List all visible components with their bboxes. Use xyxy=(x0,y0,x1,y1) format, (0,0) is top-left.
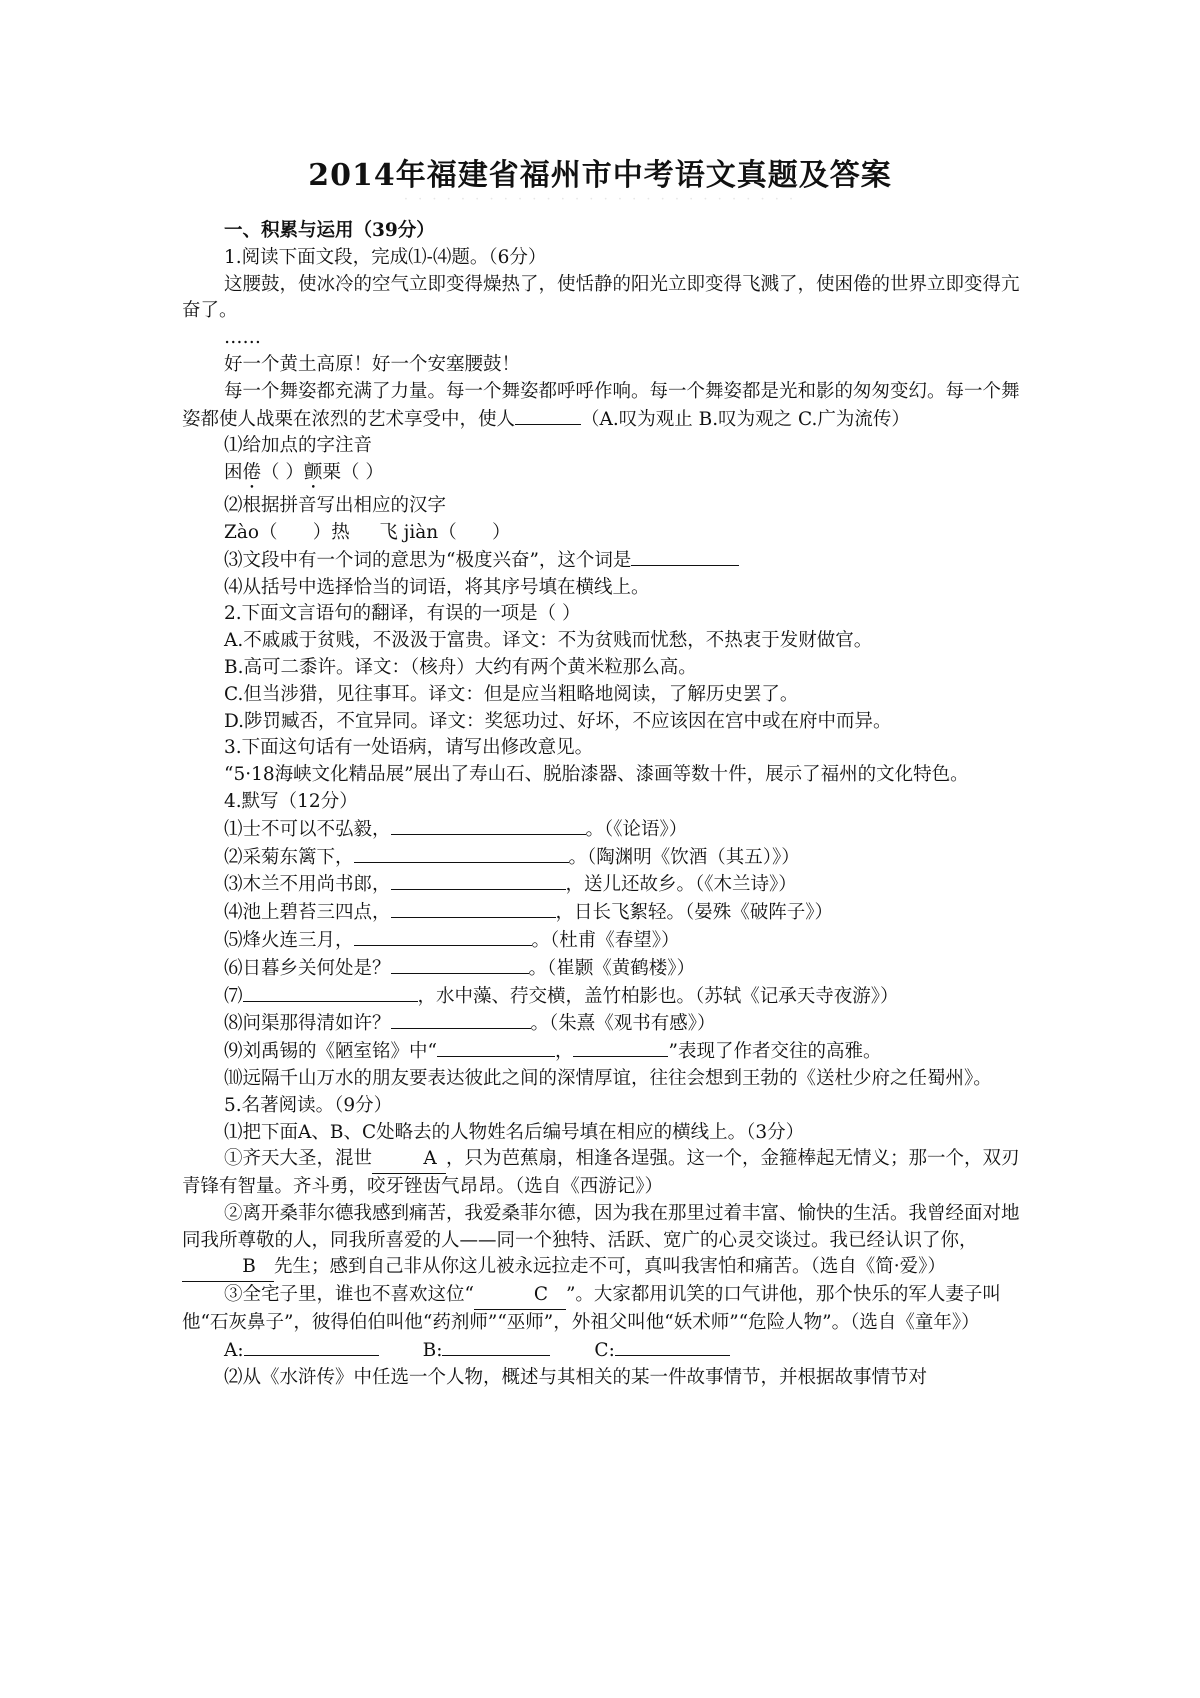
dictation-item: ⑸烽火连三月， 。（杜甫《春望》） xyxy=(182,927,1030,955)
answer-blank[interactable] xyxy=(391,955,529,974)
answer-line: A: B: C: xyxy=(182,1337,1030,1365)
dotted-character: 颤 xyxy=(303,462,323,484)
question-2-stem: 2.下面文言语句的翻译，有误的一项是（ ） xyxy=(224,603,581,625)
question-3-stem: 3.下面这句话有一处语病，请写出修改意见。 xyxy=(224,737,594,759)
dictation-item: ⑵采菊东篱下， 。（陶渊明《饮酒（其五）》） xyxy=(182,844,1030,872)
dictation-item: ⑷池上碧苔三四点， ，日长飞絮轻。（晏殊《破阵子》） xyxy=(182,899,1030,927)
sub-question-3: ⑶文段中有一个词的意思为“极度兴奋”，这个词是 xyxy=(182,547,1030,575)
answer-blank-c[interactable] xyxy=(615,1337,730,1356)
option-b: B.高可二黍许。译文：（核舟）大约有两个黄米粒那么高。 xyxy=(224,656,697,678)
passage-paragraph-3: 每一个舞姿都充满了力量。每一个舞姿都呼呼作响。每一个舞姿都是光和影的匆匆变幻。每一个舞姿都使人战栗在浓烈的艺术享受中，使人 （A.叹为观止 B.叹为观之 C.广为流传） xyxy=(182,380,1020,430)
sub-question-1: ⑴把下面A、B、C处略去的人物姓名后编号填在相应的横线上。（3分） xyxy=(224,1121,805,1143)
sub-question-2: ⑵根据拼音写出相应的汉字 xyxy=(224,495,447,517)
answer-blank[interactable] xyxy=(573,1038,668,1057)
question-3-text: “5·18海峡文化精品展”展出了寿山石、脱胎漆器、漆画等数十件，展示了福州的文化特色。 xyxy=(224,764,969,786)
dictation-item: ⑶木兰不用尚书郎， ，送儿还故乡。（《木兰诗》） xyxy=(182,871,1030,899)
answer-blank-b[interactable] xyxy=(442,1337,550,1356)
excerpt-3: ③全宅子里，谁也不喜欢这位“ C ”。大家都用讥笑的口气讲他，那个快乐的军人妻子叫他“石灰鼻子”，彼得伯伯叫他“药剂师”“巫师”，外祖父叫他“妖术师”“危险人物”。（选自《童年》） xyxy=(182,1284,1001,1334)
dotted-character: 倦 xyxy=(242,462,262,484)
dictation-item: ⑼刘禹锡的《陋室铭》中“ ， ”表现了作者交往的高雅。 xyxy=(182,1038,1030,1066)
answer-blank-a[interactable] xyxy=(244,1337,379,1356)
option-a: A.不戚戚于贫贱，不汲汲于富贵。译文：不为贫贱而忧愁，不热衷于发财做官。 xyxy=(224,630,873,652)
dictation-item: ⑹日暮乡关何处是？ 。（崔颢《黄鹤楼》） xyxy=(182,955,1030,983)
page-title: 2014年福建省福州市中考语文真题及答案 xyxy=(308,158,892,193)
fill-label-b: B xyxy=(182,1254,274,1282)
answer-blank[interactable] xyxy=(631,547,739,566)
passage-ellipsis: …… xyxy=(224,327,261,349)
answer-blank[interactable] xyxy=(354,844,569,863)
answer-blank[interactable] xyxy=(437,1038,555,1057)
excerpt-2: ②离开桑菲尔德我感到痛苦，我爱桑菲尔德，因为我在那里过着丰富、愉快的生活。我曾经面对地同我所尊敬的人，同我所喜爱的人——同一个独特、活跃、宽广的心灵交谈过。我已经认识了你，B 先生；感到自己非从你这儿被永远拉走不可，真叫我害怕和痛苦。（选自《简·爱》） xyxy=(182,1201,1030,1282)
section-heading: 一、积累与运用（39分） xyxy=(224,220,435,241)
dictation-item: ⑻问渠那得清如许？ 。（朱熹《观书有感》） xyxy=(182,1010,1030,1038)
dictation-item: ⑽远隔千山万水的朋友要表达彼此之间的深情厚谊，往往会想到王勃的《送杜少府之任蜀州》。 xyxy=(224,1067,992,1089)
passage-paragraph-2: 好一个黄土高原！好一个安塞腰鼓！ xyxy=(224,353,521,375)
sub-question-1: ⑴给加点的字注音 xyxy=(224,435,373,457)
exam-body xyxy=(182,218,1030,1391)
dictation-item: ⑴士不可以不弘毅， 。（《论语》） xyxy=(182,816,1030,844)
hanzi-items: Zào（ ）热 飞 jiàn（ ） xyxy=(224,521,511,543)
passage-paragraph-1: 这腰鼓，使冰冷的空气立即变得燥热了，使恬静的阳光立即变得飞溅了，使困倦的世界立即变得亢奋了。 xyxy=(182,273,1020,322)
answer-blank[interactable] xyxy=(354,927,532,946)
sub-question-4: ⑷从括号中选择恰当的词语，将其序号填在横线上。 xyxy=(224,576,650,598)
answer-blank[interactable] xyxy=(243,983,418,1002)
answer-blank[interactable] xyxy=(391,871,566,890)
question-1-stem: 1.阅读下面文段，完成⑴-⑷题。（6分） xyxy=(224,246,547,268)
dictation-item: ⑺ ，水中藻、荇交横，盖竹柏影也。（苏轼《记承天寺夜游》） xyxy=(182,983,1030,1011)
answer-blank[interactable] xyxy=(391,899,556,918)
answer-blank[interactable] xyxy=(391,816,586,835)
sub-question-2: ⑵从《水浒传》中任选一个人物，概述与其相关的某一件故事情节，并根据故事情节对 xyxy=(224,1366,928,1388)
option-d: D.陟罚臧否，不宜异同。译文：奖惩功过、好坏，不应该因在宫中或在府中而异。 xyxy=(224,710,892,732)
answer-blank[interactable] xyxy=(515,406,581,425)
option-c: C.但当涉猎，见往事耳。译文：但是应当粗略地阅读，了解历史罢了。 xyxy=(224,683,799,705)
fill-label-a: A xyxy=(372,1146,446,1174)
question-5-stem: 5.名著阅读。（9分） xyxy=(224,1094,393,1116)
question-4-stem: 4.默写（12分） xyxy=(224,790,358,812)
answer-blank[interactable] xyxy=(391,1010,531,1029)
faint-watermark-line: · · · · · · · · · · · · · · · · · · · · · · · · · · · · xyxy=(403,192,797,207)
excerpt-1: ①齐天大圣，混世 A ，只为芭蕉扇，相逢各逞强。这一个，金箍棒起无情义；那一个，双刃青锋有智量。齐斗勇，咬牙锉齿气昂昂。（选自《西游记》） xyxy=(182,1148,1020,1198)
pinyin-items: 困倦（ ）颤栗（ ） xyxy=(224,462,384,484)
fill-label-c: C xyxy=(474,1282,566,1310)
